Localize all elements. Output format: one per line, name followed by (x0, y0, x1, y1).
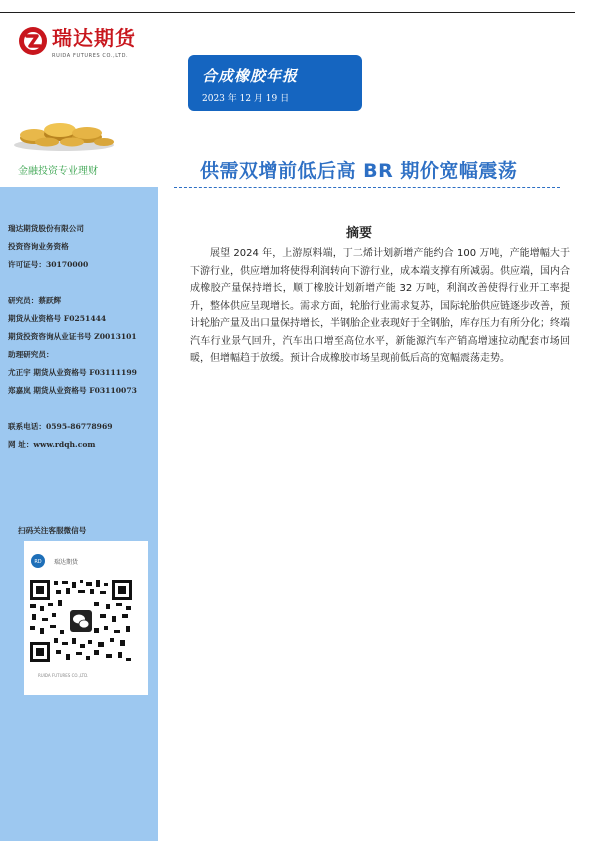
report-date: 2023 年 12 月 19 日 (202, 94, 290, 104)
header-rule (0, 12, 575, 13)
service-account-logo-icon (28, 553, 146, 569)
company-name: 瑞达期货股份有限公司 (8, 224, 84, 233)
contact-phone: 联系电话：0595-86778969 (8, 422, 113, 431)
website: 网 址：www.rdqh.com (8, 440, 96, 449)
ruida-logo-icon (18, 26, 48, 56)
report-type-banner (188, 55, 362, 111)
brand-name: 瑞达期货 (52, 26, 136, 50)
qr-card (24, 541, 148, 695)
qr-brand: 瑞达期货 (54, 559, 79, 566)
headline-divider (174, 187, 560, 188)
assistants-label: 助理研究员： (8, 350, 54, 359)
svg-text:RD: RD (34, 559, 42, 565)
researcher-cert: 期货从业资格号 F0251444 (8, 314, 107, 323)
report-headline: 供需双增前低后高 BR 期价宽幅震荡 (200, 160, 518, 182)
brand-name-en: RUIDA FUTURES CO.,LTD. (52, 53, 129, 59)
abstract-title: 摘要 (346, 226, 373, 241)
assistant-2: 郑嘉岚 期货从业资格号 F03110073 (8, 386, 137, 395)
business-qualification: 投资咨询业务资格 (8, 242, 69, 251)
researcher-advisory-cert: 期货投资咨询从业证书号 Z0013101 (8, 332, 137, 341)
sidebar (0, 187, 158, 841)
report-type: 合成橡胶年报 (202, 67, 299, 85)
qr-caption: RUIDA FUTURES CO.,LTD. (38, 673, 89, 678)
license-number: 许可证号：30170000 (8, 260, 89, 269)
researcher-name: 研究员：蔡跃辉 (8, 296, 62, 305)
abstract-body: 展望 2024 年，上游原料端，丁二烯计划新增产能约合 100 万吨，产能增幅大于下游行业，供应增加将使得利润转向下游行业，成本端支撑有所减弱。供应端，国内合成橡胶产量保持增长，顺丁橡胶计划新增产能 32 万吨，利润改善使得行业开工率提升，整体供应呈现增长。需求方面，轮胎行业需求复苏，国际轮胎供应链逐步改善，预计轮胎产量及出口量保持增长，半钢胎企业表现好于全钢胎，库存压力有所分化；终端汽车行业景气回升，汽车出口增至高位水平，新能源汽车产销高增速拉动配套市场回暖，但增幅趋于放缓。预计合成橡胶市场呈现前低后高的宽幅震荡走势。 (190, 248, 570, 364)
qr-label: 扫码关注客服微信号 (18, 526, 87, 535)
assistant-1: 尤正宇 期货从业资格号 F03111199 (8, 368, 137, 377)
company-logo (18, 24, 158, 64)
gold-coins-image (12, 118, 117, 152)
wechat-qr-code[interactable] (28, 578, 134, 664)
tagline: 金融投资专业理财 (18, 166, 98, 177)
wechat-icon (70, 610, 92, 632)
